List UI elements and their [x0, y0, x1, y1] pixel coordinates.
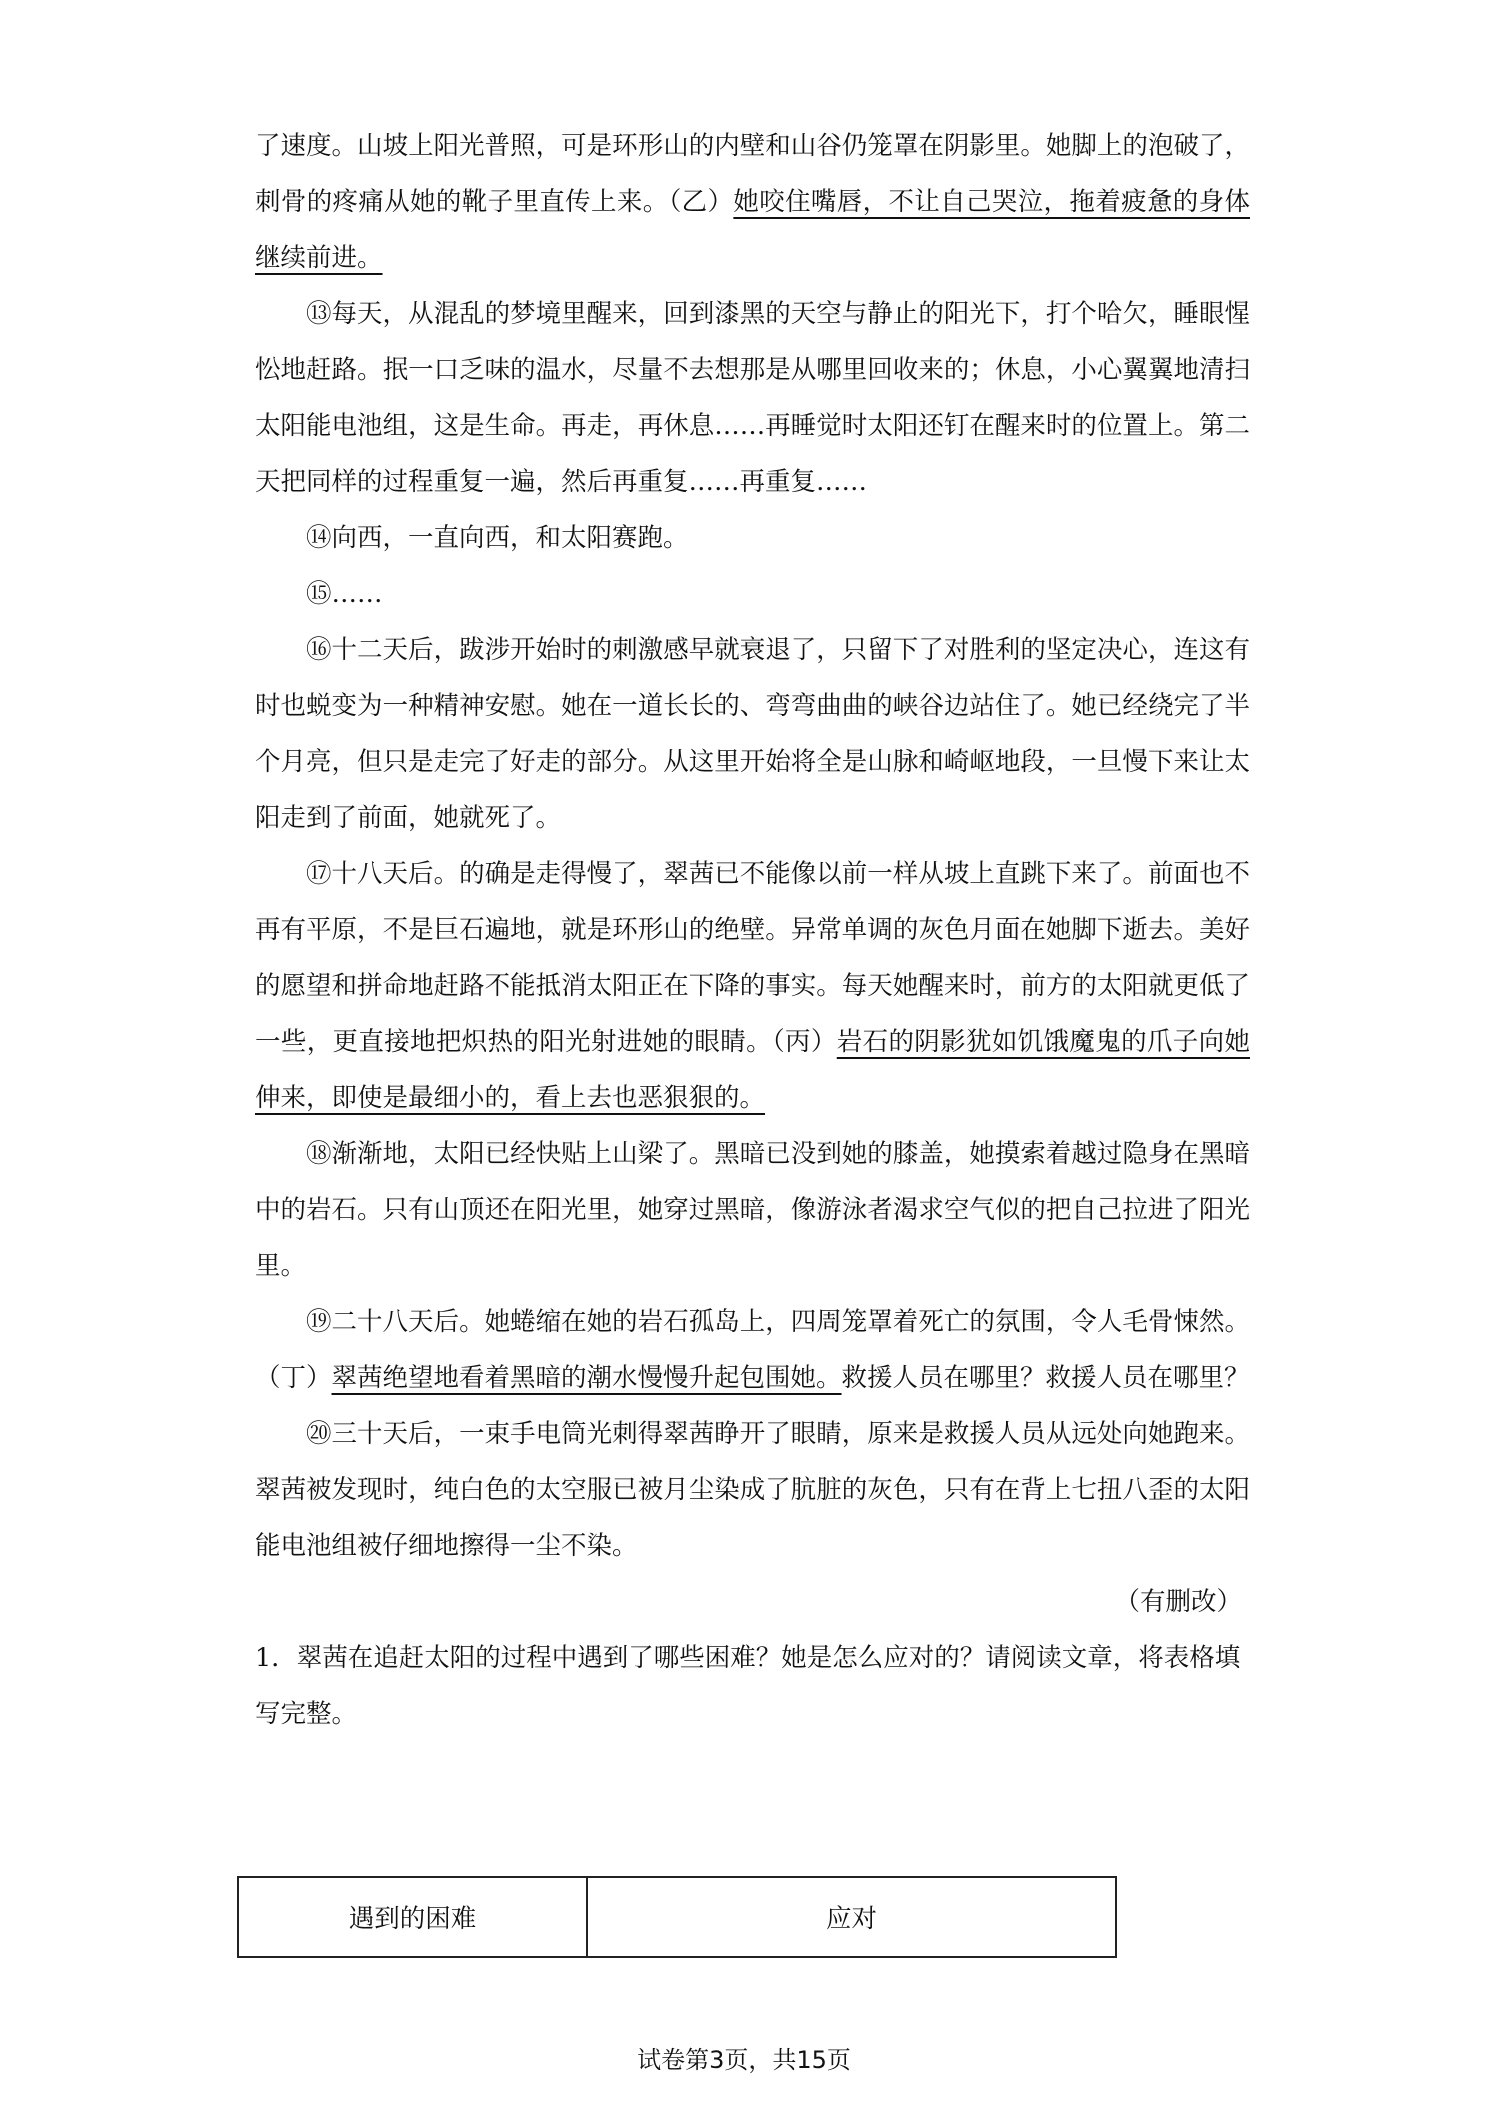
- article-body: [255, 118, 1250, 1742]
- paragraph-text: ⑲二十八天后。她蜷缩在她的岩石孤岛上，四周笼罩着死亡的氛围，令人毛骨悚然。（丁）: [255, 1307, 1250, 1393]
- paragraph-19: [255, 1294, 1250, 1406]
- answer-table: [237, 1876, 1117, 1958]
- paragraph-17: [255, 846, 1250, 1126]
- paragraph-13: ⑬每天，从混乱的梦境里醒来，回到漆黑的天空与静止的阳光下，打个哈欠，睡眼惺忪地赶路。抿一口乏味的温水，尽量不去想那是从哪里回收来的；休息，小心翼翼地清扫太阳能电池组，这是生命。再走，再休息……再睡觉时太阳还钉在醒来时的位置上。第二天把同样的过程重复一遍，然后再重复……再重复……: [255, 299, 1250, 497]
- edit-note: （有删改）: [1114, 1587, 1242, 1617]
- underlined-sentence-ding: 翠茜绝望地看着黑暗的潮水慢慢升起包围她。: [331, 1363, 842, 1393]
- paragraph-15: ⑮……: [306, 579, 383, 609]
- paragraph-text: ⑰十八天后。的确是走得慢了，翠茜已不能像以前一样从坡上直跳下来了。前面也不再有平原，不是巨石遍地，就是环形山的绝壁。异常单调的灰色月面在她脚下逝去。美好的愿望和拼命地赶路不能抵消太阳正在下降的事实。每天她醒来时，前方的太阳就更低了一些，更直接地把炽热的阳光射进她的眼睛。（丙）: [255, 859, 1250, 1057]
- page-footer: 试卷第3页，共15页: [637, 2046, 851, 2074]
- table-header-row: [238, 1877, 1116, 1957]
- paragraph-14: ⑭向西，一直向西，和太阳赛跑。: [306, 523, 689, 553]
- paragraph-20: ⑳三十天后，一束手电筒光刺得翠茜睁开了眼睛，原来是救援人员从远处向她跑来。翠茜被发现时，纯白色的太空服已被月尘染成了肮脏的灰色，只有在背上七扭八歪的太阳能电池组被仔细地擦得一尘不染。: [255, 1419, 1250, 1561]
- underlined-sentence-yi: 她咬住嘴唇，不让自己哭泣，拖着疲惫的身体继续前进。: [255, 187, 1250, 273]
- question-1: 1．翠茜在追赶太阳的过程中遇到了哪些困难？她是怎么应对的？请阅读文章，将表格填写完整。: [255, 1643, 1241, 1729]
- header-response: 应对: [587, 1877, 1116, 1957]
- paragraph-text: 救援人员在哪里？救援人员在哪里？: [841, 1363, 1250, 1393]
- header-difficulty: 遇到的困难: [238, 1877, 587, 1957]
- paragraph-12-continued: [255, 118, 1250, 286]
- paragraph-18: ⑱渐渐地，太阳已经快贴上山梁了。黑暗已没到她的膝盖，她摸索着越过隐身在黑暗中的岩石。只有山顶还在阳光里，她穿过黑暗，像游泳者渴求空气似的把自己拉进了阳光里。: [255, 1139, 1250, 1281]
- paragraph-16: ⑯十二天后，跋涉开始时的刺激感早就衰退了，只留下了对胜利的坚定决心，连这有时也蜕变为一种精神安慰。她在一道长长的、弯弯曲曲的峡谷边站住了。她已经绕完了半个月亮，但只是走完了好走的部分。从这里开始将全是山脉和崎岖地段，一旦慢下来让太阳走到了前面，她就死了。: [255, 635, 1250, 833]
- paragraph-text: 了速度。山坡上阳光普照，可是环形山的内壁和山谷仍笼罩在阴影里。她脚上的泡破了，刺骨的疼痛从她的靴子里直传上来。（乙）: [255, 131, 1250, 217]
- underlined-sentence-bing: 岩石的阴影犹如饥饿魔鬼的爪子向她伸来，即使是最细小的，看上去也恶狠狠的。: [255, 1027, 1250, 1113]
